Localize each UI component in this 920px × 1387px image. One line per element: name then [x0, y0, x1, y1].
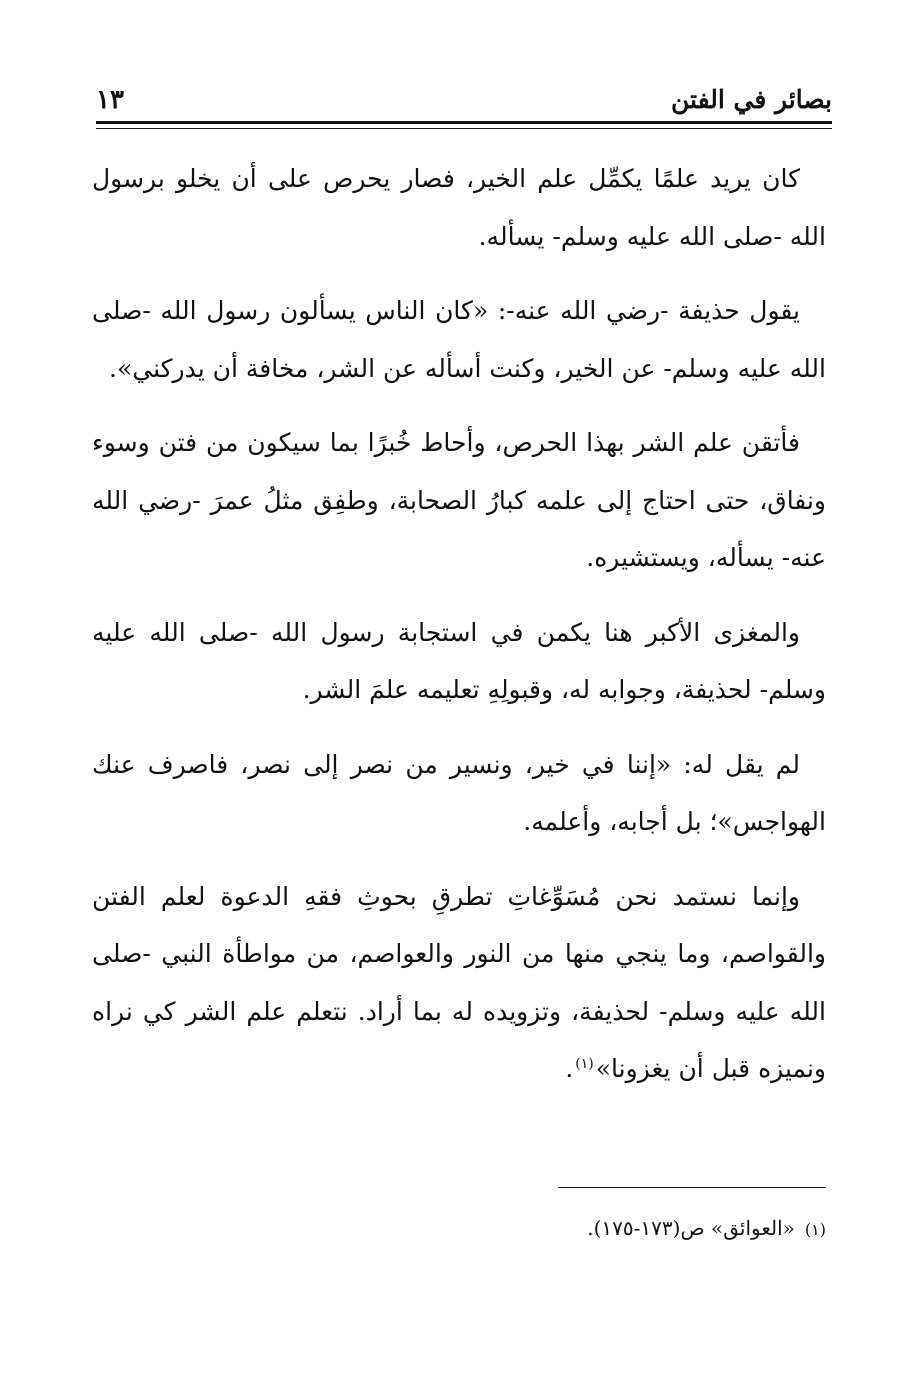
- header-rule-thin: [96, 128, 832, 129]
- page-number: ١٣: [96, 85, 124, 115]
- paragraph-2: يقول حذيفة -رضي الله عنه-: «كان الناس يسألون رسول الله -صلى الله عليه وسلم- عن الخير، وكنت أسأله عن الشر، مخافة أن يدركني».: [92, 296, 826, 383]
- paragraph-1: كان يريد علمًا يكمِّل علم الخير، فصار يحرص على أن يخلو برسول الله -صلى الله عليه وسلم- يسأله.: [92, 164, 826, 251]
- footnote-text: «العوائق» ص(١٧٣-١٧٥).: [587, 1216, 795, 1240]
- running-header: [96, 80, 832, 120]
- header-rule-thick: [96, 121, 832, 124]
- paragraph-4: والمغزى الأكبر هنا يكمن في استجابة رسول الله -صلى الله عليه وسلم- لحذيفة، وجوابه له، وقبولِهِ تعليمه علمَ الشر.: [92, 617, 826, 704]
- footnote-reference[interactable]: (١): [575, 1055, 594, 1072]
- paragraph-6-end: .: [565, 1054, 574, 1083]
- header-title: بصائر في الفتن: [671, 85, 832, 114]
- footnote: [92, 1210, 826, 1248]
- paragraph-5: لم يقل له: «إننا في خير، ونسير من نصر إلى نصر، فاصرف عنك الهواجس»؛ بل أجابه، وأعلمه.: [92, 749, 826, 836]
- paragraph-3: فأتقن علم الشر بهذا الحرص، وأحاط خُبرًا بما سيكون من فتن وسوء ونفاق، حتى احتاج إلى علمه كبارُ الصحابة، وطفِق مثلُ عمرَ -رضي الله عنه- يسأله، ويستشيره.: [92, 428, 826, 572]
- footnote-marker: (١): [804, 1220, 826, 1239]
- body-text: [92, 150, 826, 1115]
- footnote-separator: [558, 1187, 826, 1188]
- paragraph-6-text: وإنما نستمد نحن مُسَوِّغاتِ تطرقِ بحوثِ فقهِ الدعوة لعلم الفتن والقواصم، وما ينجي منها من النور والعواصم، من مواطأة النبي -صلى الله عليه وسلم- لحذيفة، وتزويده له بما أراد. نتعلم علم الشر كي نراه ونميزه قبل أن يغزونا»: [92, 881, 826, 1083]
- paragraph-6: [92, 868, 826, 1098]
